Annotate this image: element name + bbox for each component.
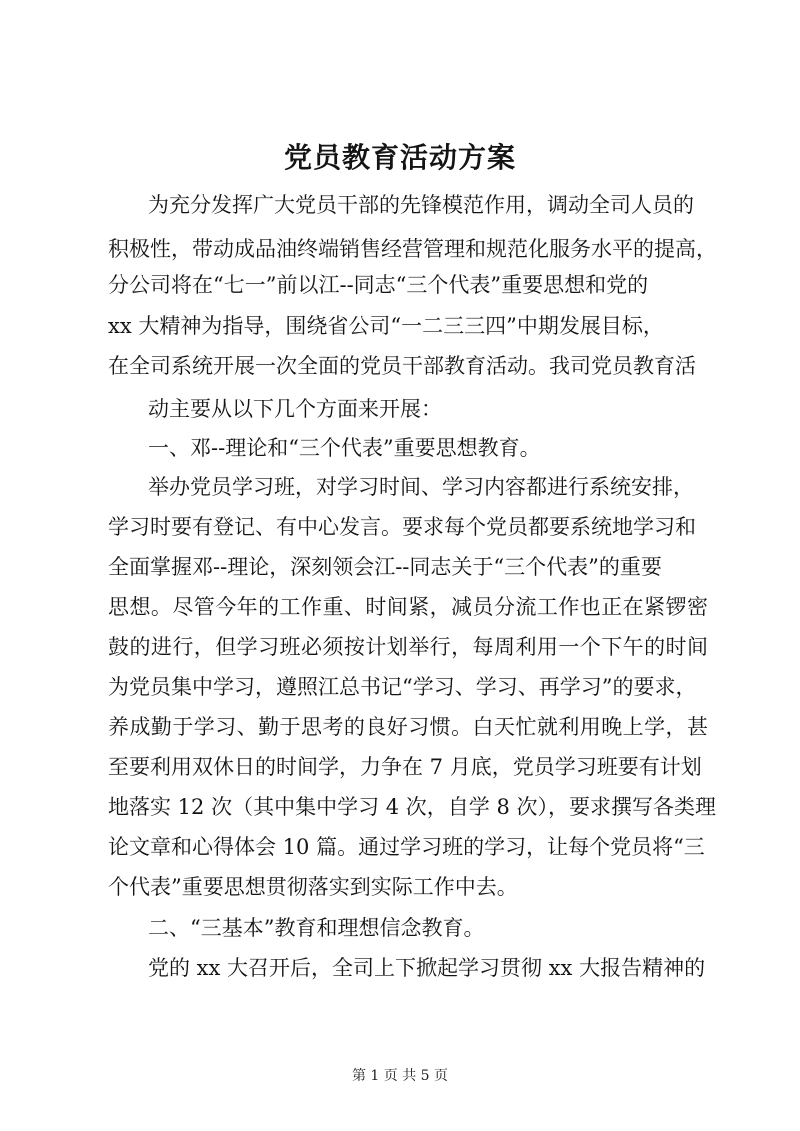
text-line: 在全司系统开展一次全面的党员干部教育活动。我司党员教育活 <box>108 354 696 378</box>
text-line: 学习时要有登记、有中心发言。要求每个党员都要系统地学习和 <box>108 515 696 539</box>
text-line: 为党员集中学习，遵照江总书记“学习、学习、再学习”的要求， <box>108 675 697 699</box>
text-line: 为充分发挥广大党员干部的先锋模范作用，调动全司人员的 <box>148 193 694 217</box>
text-line: 思想。尽管今年的工作重、时间紧，减员分流工作也正在紧锣密 <box>108 595 708 619</box>
text-line: 积极性，带动成品油终端销售经营管理和规范化服务水平的提高， <box>108 237 717 261</box>
section-heading: 二、“三基本”教育和理想信念教育。 <box>148 916 485 940</box>
page-number: 第 1 页 共 5 页 <box>351 1068 449 1084</box>
text-line: 动主要从以下几个方面来开展： <box>148 397 442 421</box>
text-line: 全面掌握邓--理论，深刻领会江--同志关于“三个代表”的重要 <box>108 555 662 579</box>
text-line: 养成勤于学习、勤于思考的良好习惯。白天忙就利用晚上学，甚 <box>108 715 708 739</box>
text-line: 举办党员学习班，对学习时间、学习内容都进行系统安排， <box>148 475 694 499</box>
text-line: 至要利用双休日的时间学，力争在 7 月底，党员学习班要有计划 <box>108 755 702 779</box>
text-line: 分公司将在“七一”前以江--同志“三个代表”重要思想和党的 <box>108 273 649 297</box>
text-line: 地落实 12 次（其中集中学习 4 次，自学 8 次），要求撰写各类理 <box>108 795 716 819</box>
text-line: xx 大精神为指导，围绕省公司“一二三三四”中期发展目标， <box>108 314 664 338</box>
document-title: 党员教育活动方案 <box>283 141 516 174</box>
text-line: 鼓的进行，但学习班必须按计划举行，每周利用一个下午的时间 <box>108 635 708 659</box>
section-heading: 一、邓--理论和“三个代表”重要思想教育。 <box>148 436 541 460</box>
text-line: 党的 xx 大召开后，全司上下掀起学习贯彻 xx 大报告精神的 <box>148 956 706 980</box>
text-line: 个代表”重要思想贯彻落实到实际工作中去。 <box>108 875 518 899</box>
text-line: 论文章和心得体会 10 篇。通过学习班的学习，让每个党员将“三 <box>108 835 705 859</box>
